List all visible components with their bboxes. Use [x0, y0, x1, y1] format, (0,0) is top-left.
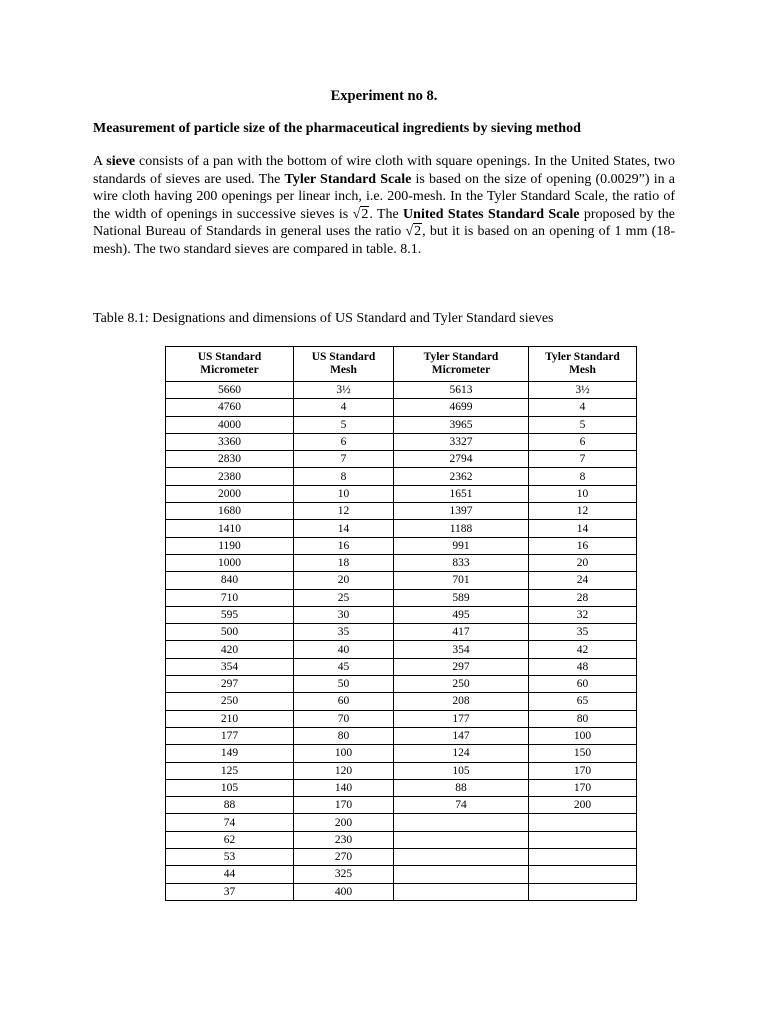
table-cell: 589: [394, 589, 529, 606]
table-cell: 20: [529, 554, 637, 571]
table-cell: 270: [294, 849, 394, 866]
table-cell: [529, 866, 637, 883]
table-cell: 2794: [394, 451, 529, 468]
table-cell: 105: [166, 779, 294, 796]
table-cell: 2000: [166, 485, 294, 502]
table-cell: 208: [394, 693, 529, 710]
table-row: [166, 658, 637, 675]
table-cell: 400: [294, 883, 394, 900]
table-cell: [394, 883, 529, 900]
table-cell: 3½: [294, 382, 394, 399]
table-cell: 8: [294, 468, 394, 485]
text-run: consists of a pan with the bottom of wire cloth with square openings. In the United States, two standards of sieves are used. The: [93, 154, 675, 187]
table-cell: 3360: [166, 433, 294, 450]
table-row: [166, 797, 637, 814]
table-row: [166, 641, 637, 658]
table-cell: 10: [294, 485, 394, 502]
table-cell: 210: [166, 710, 294, 727]
table-cell: [394, 814, 529, 831]
header-us-micrometer: US Standard Micrometer: [166, 347, 294, 382]
table-caption: Table 8.1: Designations and dimensions of US Standard and Tyler Standard sieves: [93, 311, 554, 326]
table-cell: 297: [394, 658, 529, 675]
radical-sign: √: [352, 206, 361, 222]
table-row: [166, 814, 637, 831]
table-row: [166, 762, 637, 779]
table-row: [166, 433, 637, 450]
table-cell: 10: [529, 485, 637, 502]
table-cell: 200: [529, 797, 637, 814]
table-cell: 170: [529, 762, 637, 779]
table-cell: 40: [294, 641, 394, 658]
table-row: [166, 451, 637, 468]
table-cell: 1651: [394, 485, 529, 502]
table-cell: 5660: [166, 382, 294, 399]
table-cell: 28: [529, 589, 637, 606]
table-row: [166, 779, 637, 796]
table-cell: [394, 849, 529, 866]
table-cell: 20: [294, 572, 394, 589]
table-cell: 3327: [394, 433, 529, 450]
table-cell: 354: [166, 658, 294, 675]
table-row: [166, 416, 637, 433]
section-heading: Measurement of particle size of the pharmaceutical ingredients by sieving method: [93, 121, 581, 136]
table-cell: 177: [394, 710, 529, 727]
table-cell: 30: [294, 606, 394, 623]
table-cell: [529, 849, 637, 866]
table-cell: 325: [294, 866, 394, 883]
table-row: [166, 745, 637, 762]
table-cell: 250: [166, 693, 294, 710]
table-cell: 100: [529, 727, 637, 744]
radicand: 2: [361, 206, 369, 222]
table-cell: 833: [394, 554, 529, 571]
table-cell: [529, 814, 637, 831]
table-cell: 65: [529, 693, 637, 710]
table-cell: 149: [166, 745, 294, 762]
table-cell: 25: [294, 589, 394, 606]
table-row: [166, 831, 637, 848]
table-cell: 80: [294, 727, 394, 744]
table-cell: 2380: [166, 468, 294, 485]
table-cell: 74: [394, 797, 529, 814]
sqrt-two: [405, 224, 422, 239]
table-cell: 710: [166, 589, 294, 606]
table-row: [166, 710, 637, 727]
table-cell: 250: [394, 676, 529, 693]
table-row: [166, 382, 637, 399]
table-cell: 150: [529, 745, 637, 762]
table-cell: 70: [294, 710, 394, 727]
table-cell: 840: [166, 572, 294, 589]
table-cell: 500: [166, 624, 294, 641]
table-cell: 42: [529, 641, 637, 658]
table-cell: 1190: [166, 537, 294, 554]
table-cell: [529, 831, 637, 848]
sieve-table: [165, 346, 637, 901]
table-row: [166, 554, 637, 571]
table-cell: 6: [294, 433, 394, 450]
table-cell: 6: [529, 433, 637, 450]
table-cell: 1680: [166, 503, 294, 520]
table-cell: 701: [394, 572, 529, 589]
table-cell: 44: [166, 866, 294, 883]
table-cell: [529, 883, 637, 900]
table-cell: 2830: [166, 451, 294, 468]
table-cell: 100: [294, 745, 394, 762]
table-cell: 230: [294, 831, 394, 848]
table-cell: 12: [529, 503, 637, 520]
table-cell: 297: [166, 676, 294, 693]
header-tyler-mesh: Tyler Standard Mesh: [529, 347, 637, 382]
table-cell: 80: [529, 710, 637, 727]
table-row: [166, 468, 637, 485]
table-row: [166, 849, 637, 866]
table-cell: 50: [294, 676, 394, 693]
table-cell: 170: [294, 797, 394, 814]
table-cell: 62: [166, 831, 294, 848]
table-cell: 595: [166, 606, 294, 623]
header-tyler-micrometer: Tyler Standard Micrometer: [394, 347, 529, 382]
table-cell: 35: [529, 624, 637, 641]
table-row: [166, 537, 637, 554]
header-us-mesh: US Standard Mesh: [294, 347, 394, 382]
table-row: [166, 503, 637, 520]
table-cell: 7: [529, 451, 637, 468]
table-cell: 1188: [394, 520, 529, 537]
table-cell: 170: [529, 779, 637, 796]
table-cell: 147: [394, 727, 529, 744]
text-run: is based on the size of opening (0.0029”) in a wire cloth having 200 openings per linear inch, i.e. 200-mesh. In the Tyler Standard Scale, the ratio of the width of openings in successive sieves is: [93, 171, 675, 222]
table-cell: 4760: [166, 399, 294, 416]
table-row: [166, 606, 637, 623]
table-header-row: [166, 347, 637, 382]
table-cell: 420: [166, 641, 294, 658]
page-title: Experiment no 8.: [330, 88, 438, 104]
table-cell: 88: [166, 797, 294, 814]
table-row: [166, 676, 637, 693]
text-run: , but it is based on an opening of 1 mm (18-mesh). The two standard sieves are compared in table. 8.1.: [93, 224, 675, 257]
intro-paragraph: [93, 153, 675, 259]
term-us-standard-scale: United States Standard Scale: [403, 206, 580, 222]
table-cell: 5: [294, 416, 394, 433]
table-cell: 1000: [166, 554, 294, 571]
radicand: 2: [414, 224, 422, 240]
table-cell: 74: [166, 814, 294, 831]
table-cell: 14: [529, 520, 637, 537]
table-cell: 4000: [166, 416, 294, 433]
table-cell: 5613: [394, 382, 529, 399]
table-row: [166, 866, 637, 883]
table-cell: 417: [394, 624, 529, 641]
table-cell: 32: [529, 606, 637, 623]
table-cell: 140: [294, 779, 394, 796]
table-cell: 124: [394, 745, 529, 762]
table-cell: 18: [294, 554, 394, 571]
table-cell: 8: [529, 468, 637, 485]
table-cell: 5: [529, 416, 637, 433]
table-cell: 3½: [529, 382, 637, 399]
table-row: [166, 399, 637, 416]
table-cell: 2362: [394, 468, 529, 485]
table-cell: 4: [294, 399, 394, 416]
table-row: [166, 727, 637, 744]
table-cell: 14: [294, 520, 394, 537]
table-row: [166, 485, 637, 502]
table-cell: 1410: [166, 520, 294, 537]
table-row: [166, 589, 637, 606]
term-tyler-standard-scale: Tyler Standard Scale: [284, 171, 412, 187]
table-cell: 4: [529, 399, 637, 416]
table-cell: 200: [294, 814, 394, 831]
table-cell: 354: [394, 641, 529, 658]
table-cell: [394, 831, 529, 848]
table-cell: 12: [294, 503, 394, 520]
table-cell: [394, 866, 529, 883]
table-cell: 105: [394, 762, 529, 779]
table-cell: 24: [529, 572, 637, 589]
table-row: [166, 624, 637, 641]
table-cell: 177: [166, 727, 294, 744]
sqrt-two: [353, 207, 370, 222]
table-row: [166, 572, 637, 589]
table-cell: 4699: [394, 399, 529, 416]
table-cell: 37: [166, 883, 294, 900]
table-row: [166, 520, 637, 537]
table-row: [166, 883, 637, 900]
table-cell: 88: [394, 779, 529, 796]
table-cell: 16: [294, 537, 394, 554]
table-cell: 1397: [394, 503, 529, 520]
text-run: proposed by the National Bureau of Standards in general uses the ratio: [93, 206, 675, 240]
table-cell: 991: [394, 537, 529, 554]
table-cell: 7: [294, 451, 394, 468]
table-row: [166, 693, 637, 710]
table-cell: 53: [166, 849, 294, 866]
table-cell: 495: [394, 606, 529, 623]
table-cell: 120: [294, 762, 394, 779]
radical-sign: √: [405, 224, 414, 240]
table-cell: 60: [294, 693, 394, 710]
table-cell: 3965: [394, 416, 529, 433]
term-sieve: sieve: [106, 154, 136, 169]
table-cell: 60: [529, 676, 637, 693]
table-cell: 35: [294, 624, 394, 641]
table-cell: 48: [529, 658, 637, 675]
text-run: A: [93, 154, 107, 169]
table-cell: 125: [166, 762, 294, 779]
table-cell: 16: [529, 537, 637, 554]
table-cell: 45: [294, 658, 394, 675]
text-run: . The: [369, 206, 404, 222]
